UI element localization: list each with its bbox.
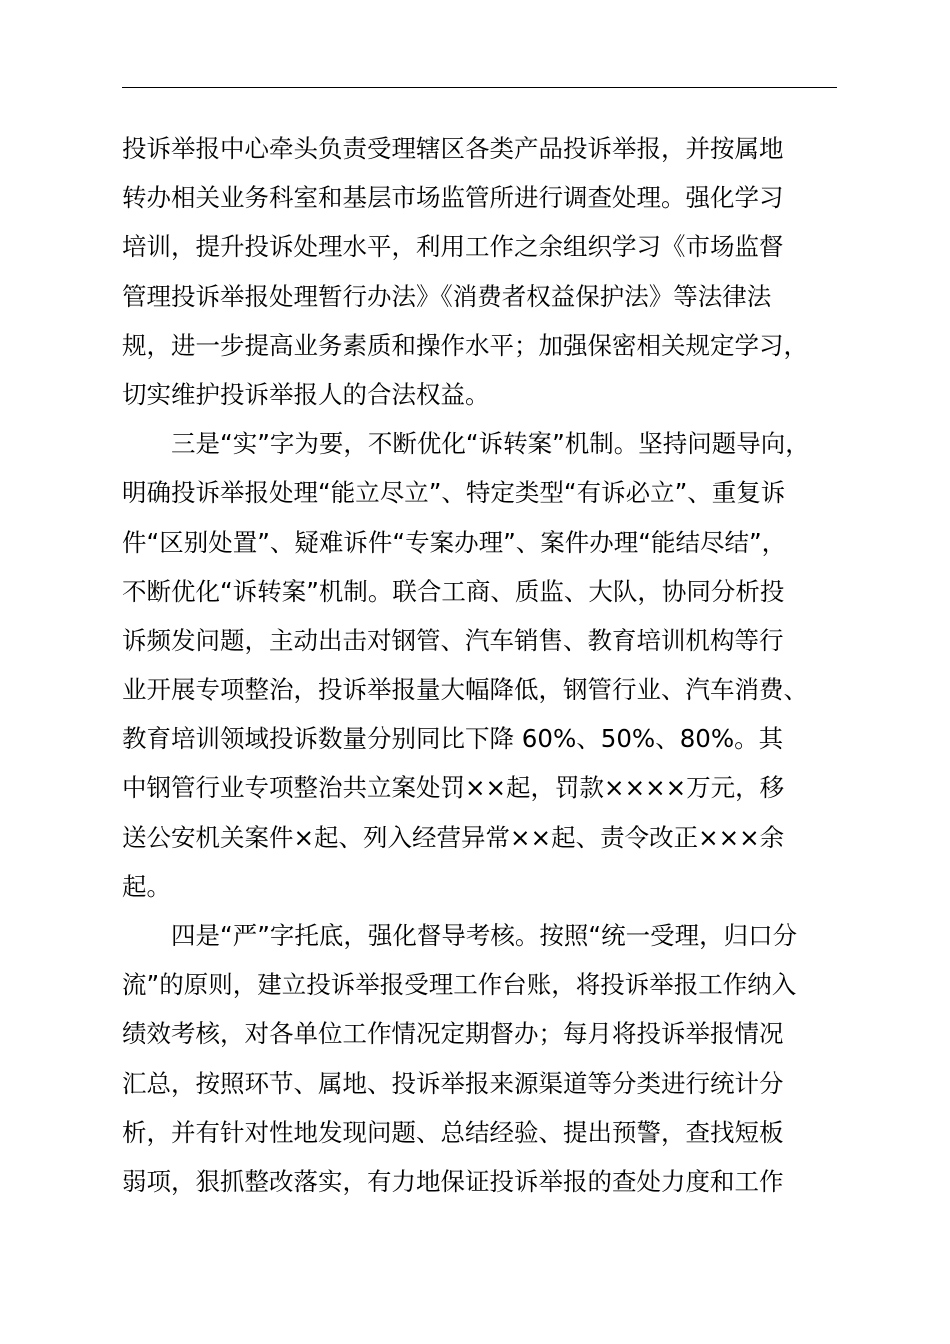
paragraph-shi-mechanism	[122, 419, 862, 911]
text-line: 三是“实”字为要，不断优化“诉转案”机制。坚持问题导向，	[122, 429, 810, 459]
text-line: 绩效考核，对各单位工作情况定期督办；每月将投诉举报情况	[122, 1019, 784, 1049]
text-line: 诉频发问题，主动出击对钢管、汽车销售、教育培训机构等行	[122, 625, 784, 655]
text-line: 培训，提升投诉处理水平，利用工作之余组织学习《市场监督	[122, 232, 784, 262]
text-line: 弱项，狠抓整改落实，有力地保证投诉举报的查处力度和工作	[122, 1166, 784, 1196]
text-line: 汇总，按照环节、属地、投诉举报来源渠道等分类进行统计分	[122, 1068, 784, 1098]
text-line: 业开展专项整治，投诉举报量大幅降低，钢管行业、汽车消费、	[122, 675, 808, 705]
paragraph-yan-supervision	[122, 911, 862, 1206]
text-line: 明确投诉举报处理“能立尽立”、特定类型“有诉必立”、重复诉	[122, 478, 786, 508]
text-line: 切实维护投诉举报人的合法权益。	[122, 379, 490, 409]
text-line: 不断优化“诉转案”机制。联合工商、质监、大队，协同分析投	[122, 576, 785, 606]
document-body	[122, 124, 862, 1206]
header-rule	[122, 87, 837, 88]
text-line: 教育培训领域投诉数量分别同比下降 60%、50%、80%。其	[122, 724, 784, 754]
text-line: 起。	[122, 871, 171, 901]
text-line: 送公安机关案件×起、列入经营异常××起、责令改正×××余	[122, 822, 785, 852]
text-line: 转办相关业务科室和基层市场监管所进行调查处理。强化学习	[122, 183, 784, 213]
text-line: 规，进一步提高业务素质和操作水平；加强保密相关规定学习，	[122, 330, 808, 360]
text-line: 析，并有针对性地发现问题、总结经验、提出预警，查找短板	[122, 1117, 784, 1147]
text-line: 管理投诉举报处理暂行办法》《消费者权益保护法》等法律法	[122, 281, 772, 311]
text-line: 流”的原则，建立投诉举报受理工作台账，将投诉举报工作纳入	[122, 970, 797, 1000]
text-line: 四是“严”字托底，强化督导考核。按照“统一受理，归口分	[122, 921, 798, 950]
paragraph-complaint-handling	[122, 124, 862, 419]
text-line: 中钢管行业专项整治共立案处罚××起，罚款××××万元，移	[122, 773, 785, 803]
text-line: 件“区别处置”、疑难诉件“专案办理”、案件办理“能结尽结”，	[122, 527, 787, 557]
text-line: 投诉举报中心牵头负责受理辖区各类产品投诉举报，并按属地	[122, 134, 784, 163]
